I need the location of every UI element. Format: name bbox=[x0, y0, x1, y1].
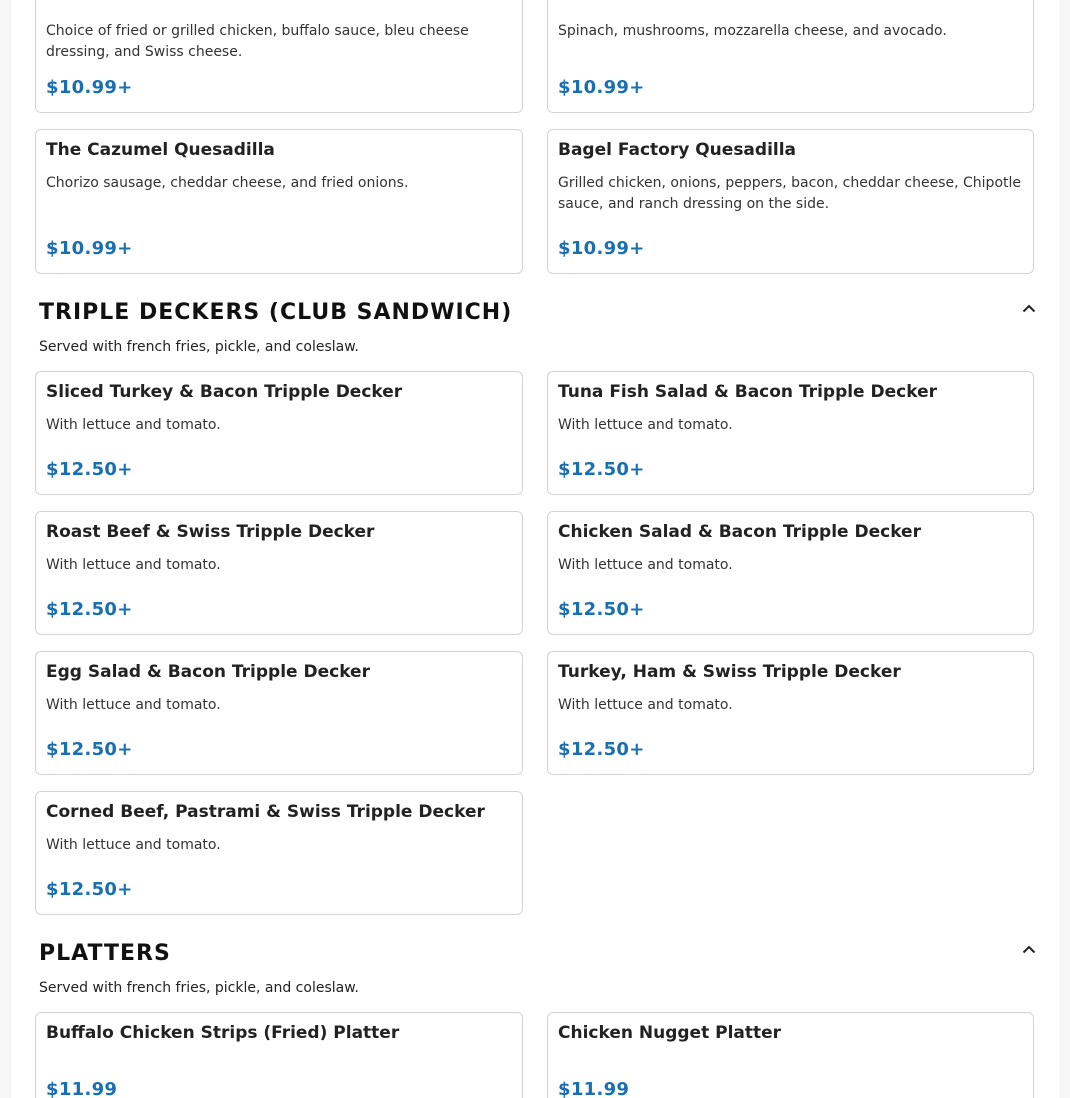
item-name: Roast Beef & Swiss Tripple Decker bbox=[46, 522, 375, 542]
item-price: $12.50+ bbox=[558, 459, 645, 480]
item-name: Sliced Turkey & Bacon Tripple Decker bbox=[46, 382, 403, 402]
item-description: Choice of fried or grilled chicken, buffalo sauce, bleu cheese dressing, and Swiss cheese. bbox=[46, 23, 469, 60]
collapse-section-button[interactable] bbox=[1017, 296, 1041, 320]
menu-item-card[interactable] bbox=[547, 129, 1034, 274]
item-price: $12.50+ bbox=[558, 599, 645, 620]
menu-item-card[interactable] bbox=[35, 0, 523, 113]
item-description: With lettuce and tomato. bbox=[46, 837, 221, 853]
item-description: Spinach, mushrooms, mozzarella cheese, and avocado. bbox=[558, 23, 947, 39]
item-description: With lettuce and tomato. bbox=[46, 417, 221, 433]
item-price: $10.99+ bbox=[46, 77, 133, 98]
chevron-up-icon bbox=[1022, 304, 1036, 313]
item-name: Tuna Fish Salad & Bacon Tripple Decker bbox=[558, 382, 937, 402]
item-description: With lettuce and tomato. bbox=[558, 557, 733, 573]
collapse-section-button[interactable] bbox=[1017, 937, 1041, 961]
menu-item-card[interactable] bbox=[35, 651, 523, 775]
menu-item-card[interactable] bbox=[547, 1012, 1034, 1098]
section-subtitle: Served with french fries, pickle, and coleslaw. bbox=[39, 980, 359, 996]
section-title: PLATTERS bbox=[39, 941, 171, 966]
item-description: With lettuce and tomato. bbox=[558, 417, 733, 433]
menu-page bbox=[11, 0, 1059, 1098]
item-price: $12.50+ bbox=[558, 739, 645, 760]
item-name: Corned Beef, Pastrami & Swiss Tripple Decker bbox=[46, 802, 485, 822]
menu-item-card[interactable] bbox=[35, 129, 523, 274]
item-price: $12.50+ bbox=[46, 599, 133, 620]
item-description: With lettuce and tomato. bbox=[46, 697, 221, 713]
item-price: $12.50+ bbox=[46, 879, 133, 900]
item-name: Buffalo Chicken Strips (Fried) Platter bbox=[46, 1023, 400, 1043]
item-name: The Cazumel Quesadilla bbox=[46, 140, 275, 160]
section-subtitle: Served with french fries, pickle, and coleslaw. bbox=[39, 339, 359, 355]
item-price: $12.50+ bbox=[46, 459, 133, 480]
item-price: $10.99+ bbox=[558, 238, 645, 259]
menu-item-card[interactable] bbox=[35, 371, 523, 495]
item-description: With lettuce and tomato. bbox=[46, 557, 221, 573]
item-name: Turkey, Ham & Swiss Tripple Decker bbox=[558, 662, 901, 682]
item-name: Bagel Factory Quesadilla bbox=[558, 140, 797, 160]
menu-item-card[interactable] bbox=[35, 511, 523, 635]
item-name: Chicken Nugget Platter bbox=[558, 1023, 782, 1043]
menu-item-card[interactable] bbox=[547, 651, 1034, 775]
item-price: $12.50+ bbox=[46, 739, 133, 760]
item-price: $11.99 bbox=[46, 1079, 118, 1098]
item-price: $11.99 bbox=[558, 1079, 630, 1098]
item-price: $10.99+ bbox=[46, 238, 133, 259]
item-description: Chorizo sausage, cheddar cheese, and fried onions. bbox=[46, 175, 409, 191]
chevron-up-icon bbox=[1022, 945, 1036, 954]
item-name: Egg Salad & Bacon Tripple Decker bbox=[46, 662, 370, 682]
menu-item-card[interactable] bbox=[547, 0, 1034, 113]
menu-item-card[interactable] bbox=[547, 511, 1034, 635]
section-title: TRIPLE DECKERS (CLUB SANDWICH) bbox=[39, 300, 513, 325]
menu-item-card[interactable] bbox=[35, 791, 523, 915]
item-price: $10.99+ bbox=[558, 77, 645, 98]
menu-item-card[interactable] bbox=[35, 1012, 523, 1098]
item-description: With lettuce and tomato. bbox=[558, 697, 733, 713]
item-description: Grilled chicken, onions, peppers, bacon, cheddar cheese, Chipotle sauce, and ranch dressing on the side. bbox=[558, 175, 1022, 212]
item-name: Chicken Salad & Bacon Tripple Decker bbox=[558, 522, 921, 542]
menu-item-card[interactable] bbox=[547, 371, 1034, 495]
